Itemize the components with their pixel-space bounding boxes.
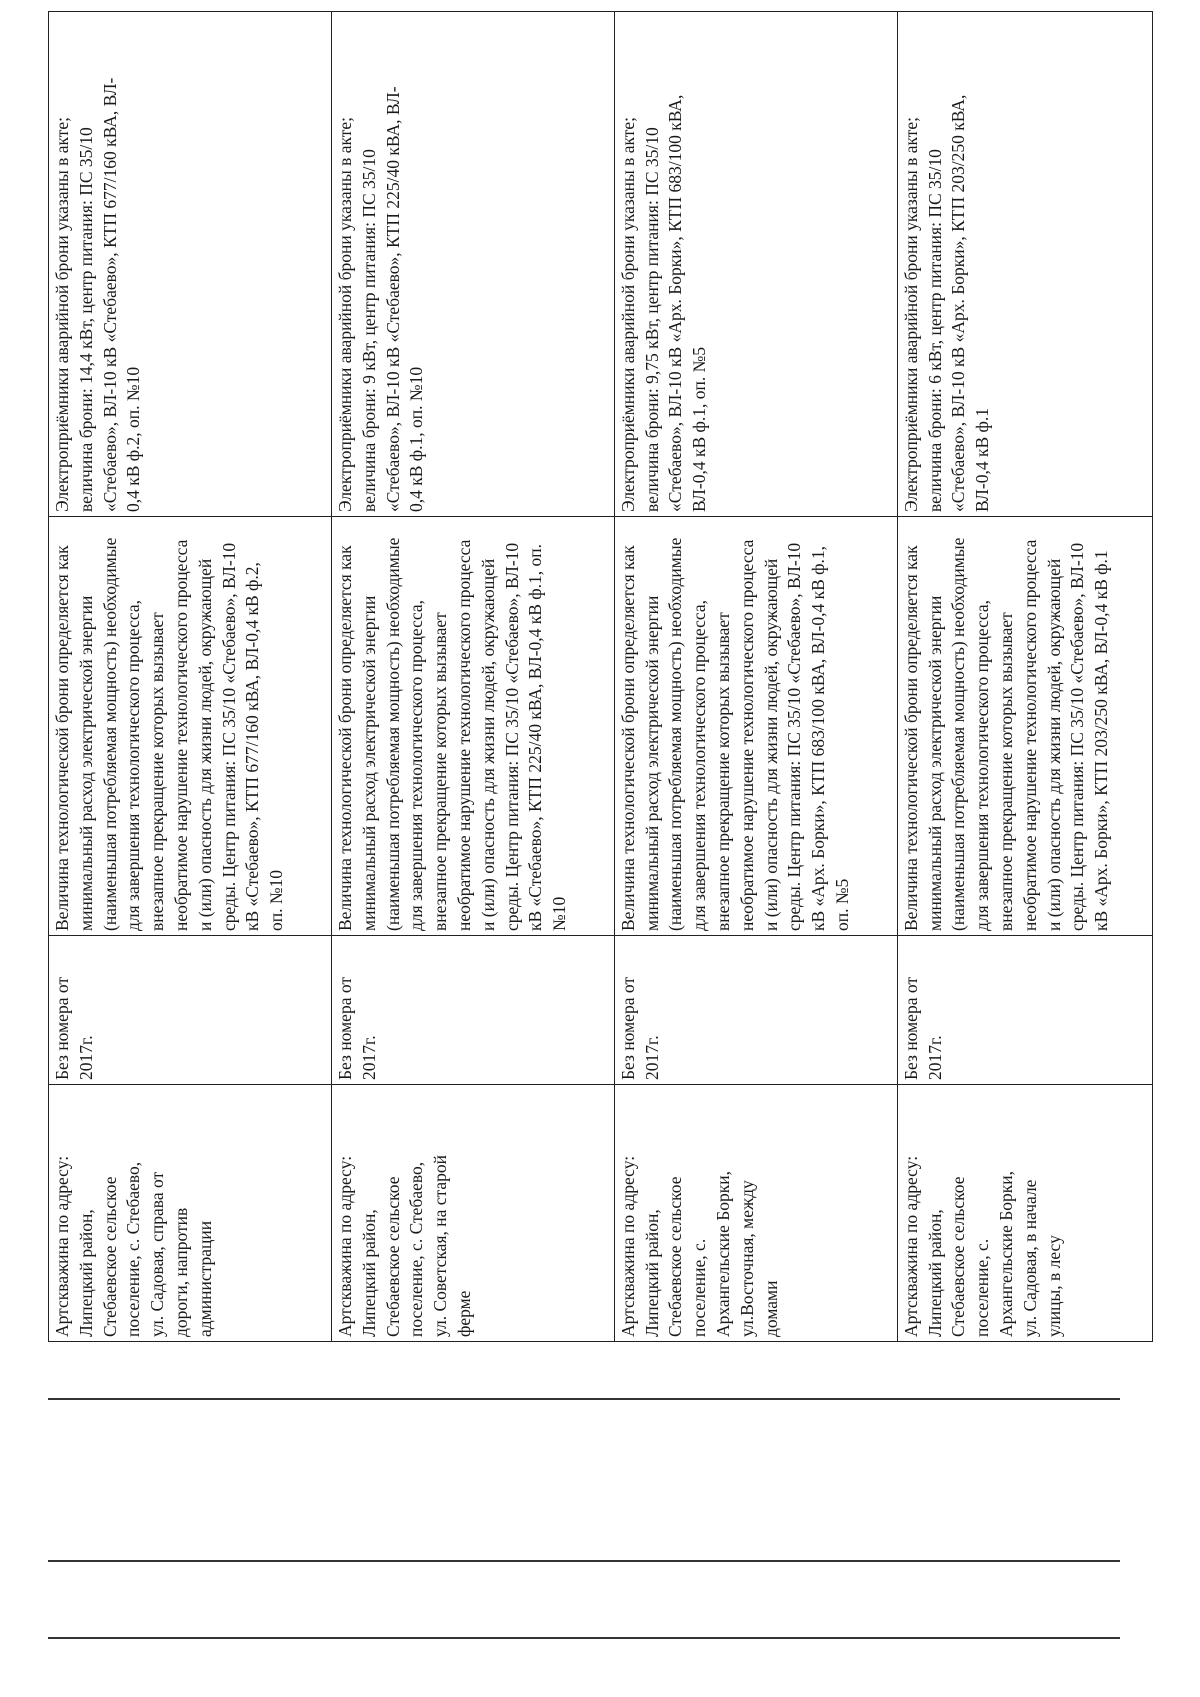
act-cell: Без номера от 2017г. [49,936,332,1085]
emergency-reserve-cell: Электроприёмники аварийной брони указаны в акте; величина брони: 14,4 кВт, центр питания: ПС 35/10 «Стебаево», ВЛ-10 кВ «Стебаево», КТП 677/160 кВА, ВЛ- 0,4 кВ ф.2, оп. №10 [49,12,332,517]
table-row [331,12,614,1342]
address-cell: Артскважина по адресу: Липецкий район, Стебаевское сельское поселение, с. Стебаево, ул. Садовая, справа от дороги, напротив администрации [49,1085,332,1342]
tech-reserve-cell: Величина технологической брони определяется как минимальный расход электрической энергии (наименьшая потребляемая мощность) необходимые для завершения технологического процесса, внезапное прекращение которых вызывает необратимое нарушение технологического процесса и (или) опасность для жизни людей, окружающей среды. Центр питания: ПС 35/10 «Стебаево», ВЛ-10 кВ «Стебаево», КТП 225/40 кВА, ВЛ-0,4 кВ ф.1, оп. №10 [331,517,614,936]
act-cell: Без номера от 2017г. [614,936,897,1085]
address-cell: Артскважина по адресу: Липецкий район, Стебаевское сельское поселение, с. Архангельские Борки, ул.Восточная, между домами [614,1085,897,1342]
emergency-reserve-cell: Электроприёмники аварийной брони указаны в акте; величина брони: 9,75 кВт, центр питания: ПС 35/10 «Стебаево», ВЛ-10 кВ «Арх. Борки», КТП 683/100 кВА, ВЛ-0,4 кВ ф.1, оп. №5 [614,12,897,517]
reserve-table [48,11,1153,1342]
blank-line [48,1637,1120,1639]
rotated-table-container [48,48,1153,1342]
tech-reserve-cell: Величина технологической брони определяется как минимальный расход электрической энергии (наименьшая потребляемая мощность) необходимые для завершения технологического процесса, внезапное прекращение которых вызывает необратимое нарушение технологического процесса и (или) опасность для жизни людей, окружающей среды. Центр питания: ПС 35/10 «Стебаево», ВЛ-10 кВ «Арх. Борки», КТП 683/100 кВА, ВЛ-0,4 кВ ф.1, оп. №5 [614,517,897,936]
address-cell: Артскважина по адресу: Липецкий район, Стебаевское сельское поселение, с. Архангельские Борки, ул. Садовая, в начале улицы, в лесу [897,1085,1152,1342]
rotated-page [48,48,1153,1342]
tech-reserve-cell: Величина технологической брони определяется как минимальный расход электрической энергии (наименьшая потребляемая мощность) необходимые для завершения технологического процесса, внезапное прекращение которых вызывает необратимое нарушение технологического процесса и (или) опасность для жизни людей, окружающей среды. Центр питания: ПС 35/10 «Стебаево», ВЛ-10 кВ «Стебаево», КТП 677/160 кВА, ВЛ-0,4 кВ ф.2, оп. №10 [49,517,332,936]
blank-line [48,1398,1120,1400]
blank-line [48,1560,1120,1562]
table-row [614,12,897,1342]
table-row [49,12,332,1342]
act-cell: Без номера от 2017г. [897,936,1152,1085]
emergency-reserve-cell: Электроприёмники аварийной брони указаны в акте; величина брони: 6 кВт, центр питания: ПС 35/10 «Стебаево», ВЛ-10 кВ «Арх. Борки», КТП 203/250 кВА, ВЛ-0,4 кВ ф.1 [897,12,1152,517]
address-cell: Артскважина по адресу: Липецкий район, Стебаевское сельское поселение, с. Стебаево, ул. Советская, на старой ферме [331,1085,614,1342]
table-row [897,12,1152,1342]
act-cell: Без номера от 2017г. [331,936,614,1085]
emergency-reserve-cell: Электроприёмники аварийной брони указаны в акте; величина брони: 9 кВт, центр питания: ПС 35/10 «Стебаево», ВЛ-10 кВ «Стебаево», КТП 225/40 кВА, ВЛ- 0,4 кВ ф.1, оп. №10 [331,12,614,517]
tech-reserve-cell: Величина технологической брони определяется как минимальный расход электрической энергии (наименьшая потребляемая мощность) необходимые для завершения технологического процесса, внезапное прекращение которых вызывает необратимое нарушение технологического процесса и (или) опасность для жизни людей, окружающей среды. Центр питания: ПС 35/10 «Стебаево», ВЛ-10 кВ «Арх. Борки», КТП 203/250 кВА, ВЛ-0,4 кВ ф.1 [897,517,1152,936]
